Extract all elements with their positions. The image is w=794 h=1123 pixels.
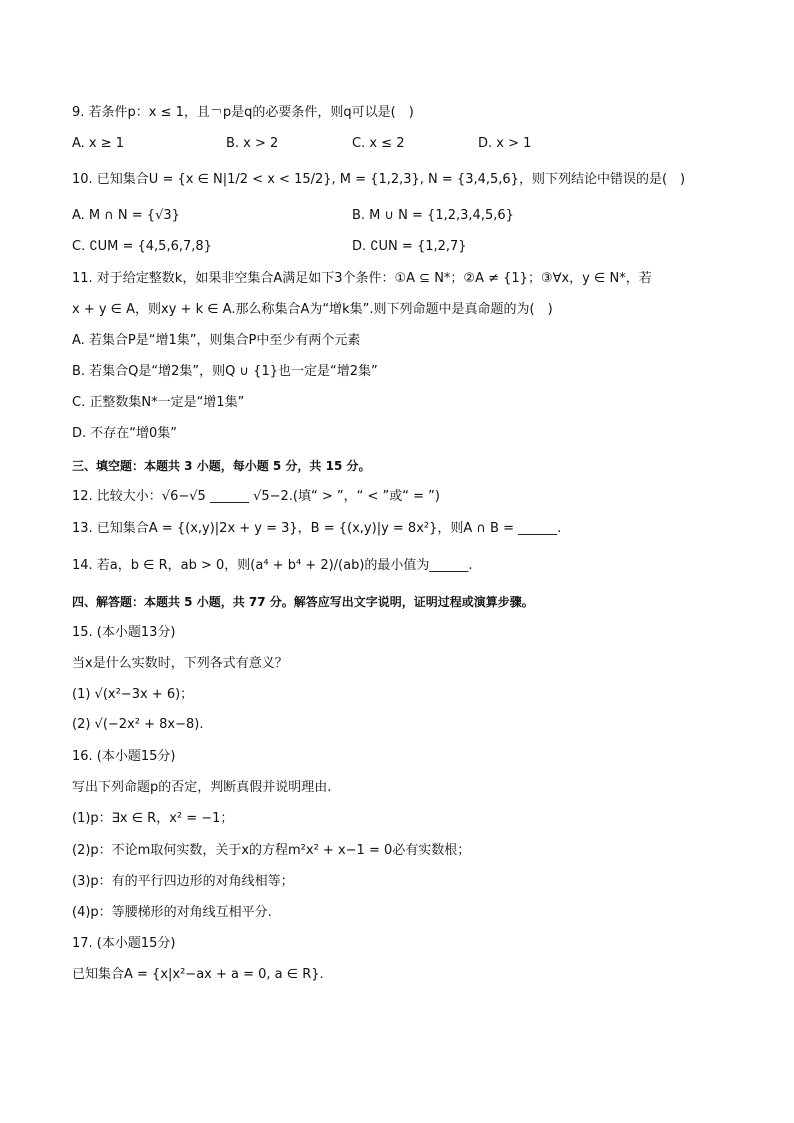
q14-text: 14. 若a，b ∈ R，ab > 0，则(a⁴ + b⁴ + 2)/(ab)的最小值为______. — [72, 558, 473, 573]
q10-stem: 10. 已知集合U = {x ∈ N|1/2 < x < 15/2}, M = {1,2,3}, N = {3,4,5,6}，则下列结论中错误的是( ) — [72, 172, 686, 187]
q16-part-1: (1)p：∃x ∈ R，x² = −1； — [72, 811, 234, 826]
q16-part-2: (2)p：不论m取何实数，关于x的方程m²x² + x−1 = 0必有实数根； — [72, 843, 471, 858]
q17-header: 17. (本小题15分) — [72, 936, 176, 951]
section-4-heading: 四、解答题：本题共 5 小题，共 77 分。解答应写出文字说明，证明过程或演算步骤。 — [72, 595, 534, 609]
q15-part-1: (1) √(x²−3x + 6)； — [72, 687, 194, 702]
q11-option-b: B. 若集合Q是“增2集”，则Q ∪ {1}也一定是“增2集” — [72, 364, 378, 379]
q15-part-2: (2) √(−2x² + 8x−8). — [72, 717, 204, 732]
q15-stem: 当x是什么实数时，下列各式有意义？ — [72, 656, 288, 671]
q9-option-d: D. x > 1 — [478, 136, 532, 151]
q17-stem: 已知集合A = {x|x²−ax + a = 0, a ∈ R}. — [72, 967, 324, 982]
q10-option-b: B. M ∪ N = {1,2,3,4,5,6} — [352, 208, 514, 223]
q9-option-c: C. x ≤ 2 — [352, 136, 405, 151]
q10-option-a: A. M ∩ N = {√3} — [72, 208, 180, 223]
q10-option-d: D. ∁UN = {1,2,7} — [352, 239, 467, 254]
q16-part-4: (4)p：等腰梯形的对角线互相平分. — [72, 905, 272, 920]
q9-option-a: A. x ≥ 1 — [72, 136, 125, 151]
q13-text: 13. 已知集合A = {(x,y)|2x + y = 3}，B = {(x,y)|y = 8x²}，则A ∩ B = ______. — [72, 521, 562, 536]
section-3-heading: 三、填空题：本题共 3 小题，每小题 5 分，共 15 分。 — [72, 459, 371, 473]
q9-option-b: B. x > 2 — [226, 136, 279, 151]
q11-stem-line1: 11. 对于给定整数k，如果非空集合A满足如下3个条件：①A ⊆ N*；②A ≠ {1}；③∀x，y ∈ N*，若 — [72, 271, 652, 286]
q16-stem: 写出下列命题p的否定，判断真假并说明理由. — [72, 780, 332, 795]
q11-option-d: D. 不存在“增0集” — [72, 426, 178, 441]
q10-option-c: C. ∁UM = {4,5,6,7,8} — [72, 239, 212, 254]
q9-stem: 9. 若条件p：x ≤ 1，且￢p是q的必要条件，则q可以是( ) — [72, 105, 414, 120]
q15-header: 15. (本小题13分) — [72, 625, 176, 640]
q11-option-c: C. 正整数集N*一定是“增1集” — [72, 395, 245, 410]
q12-text: 12. 比较大小：√6−√5 ______ √5−2.(填“ > ”，“ < ”或“ = ”) — [72, 489, 440, 504]
q16-part-3: (3)p：有的平行四边形的对角线相等； — [72, 874, 294, 889]
q16-header: 16. (本小题15分) — [72, 749, 176, 764]
q11-stem-line2: x + y ∈ A，则xy + k ∈ A.那么称集合A为“增k集”.则下列命题中是真命题的为( ) — [72, 302, 553, 317]
q11-option-a: A. 若集合P是“增1集”，则集合P中至少有两个元素 — [72, 333, 361, 348]
